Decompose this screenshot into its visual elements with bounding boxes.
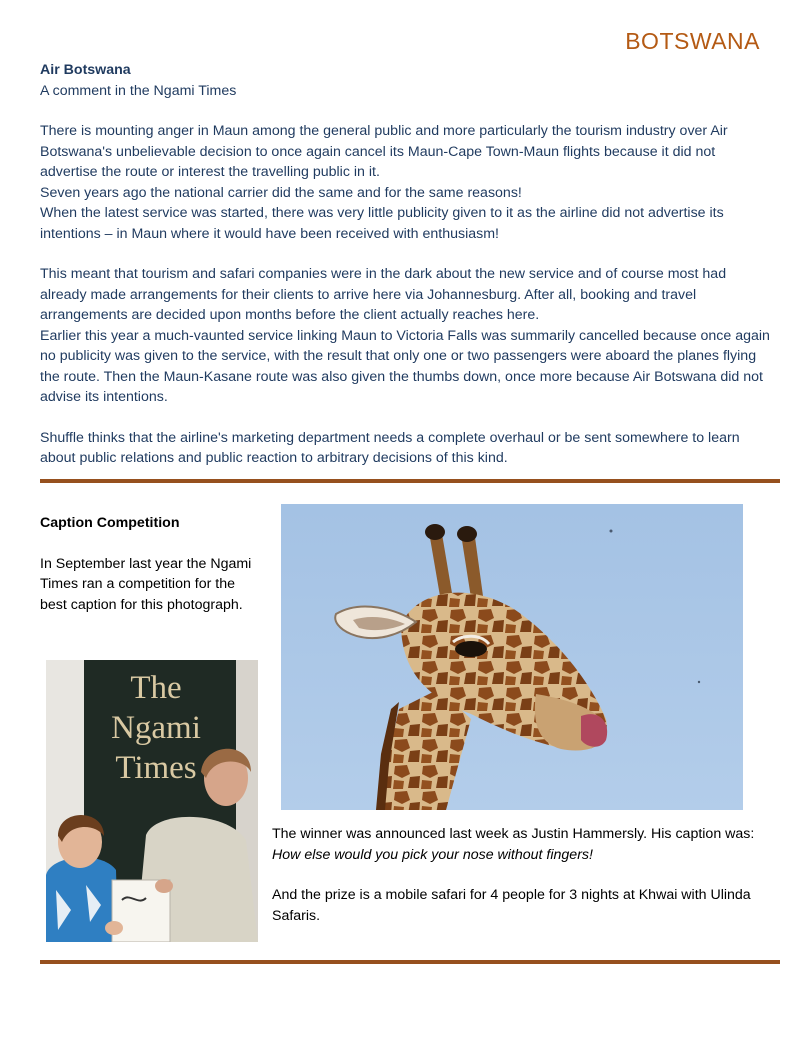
caption-heading: Caption Competition <box>40 515 180 531</box>
article-paragraph: This meant that tourism and safari companies were in the dark about the new service and of course most had already made arrangements for their clients to arrive here via Johannesburg. After all, booking and travel arrangements are decided upon months before the client actually reaches here. <box>40 266 727 323</box>
sign-text: Ngami <box>111 710 201 746</box>
competition-result <box>272 824 772 926</box>
sign-text: The <box>130 670 182 706</box>
caption-intro-text: In September last year the Ngami Times ran a competition for the best caption for this photograph. <box>40 555 252 613</box>
sign-text: Times <box>115 750 197 786</box>
article-paragraph: Earlier this year a much-vaunted service linking Maun to Victoria Falls was summarily cancelled because once again no publicity was given to the service, with the result that only one or two passengers were aboard the planes flying the route. Then the Maun-Kasane route was also given the thumbs down, once more because Air Botswana did not advise its intentions. <box>40 327 770 405</box>
air-botswana-article <box>40 60 770 469</box>
section-divider <box>40 479 780 483</box>
article-paragraph: When the latest service was started, there was very little publicity given to it as the airline did not advertise its intentions – in Maun where it would have been received with enthusiasm! <box>40 205 724 242</box>
article-subheading: A comment in the Ngami Times <box>40 82 237 99</box>
giraffe-photo <box>281 504 743 810</box>
article-paragraph: Shuffle thinks that the airline's marketing department needs a complete overhaul or be sent somewhere to learn about public relations and public reaction to arbitrary decisions of this kind. <box>40 429 740 466</box>
caption-competition-intro <box>40 513 265 615</box>
article-heading: Air Botswana <box>40 62 131 78</box>
winner-text: The winner was announced last week as Justin Hammersly. His caption was: <box>272 826 755 842</box>
winning-caption: How else would you pick your nose without fingers! <box>272 846 593 863</box>
winner-announcement <box>272 824 772 865</box>
winner-photo <box>46 660 258 942</box>
article-paragraph: Seven years ago the national carrier did the same and for the same reasons! <box>40 184 522 201</box>
prize-text: And the prize is a mobile safari for 4 people for 3 nights at Khwai with Ulinda Safaris. <box>272 887 751 924</box>
page-section-title: BOTSWANA <box>625 28 760 54</box>
article-paragraph: There is mounting anger in Maun among the general public and more particularly the tourism industry over Air Botswana's unbelievable decision to once again cancel its Maun-Cape Town-Maun flights because it did not advertise the route or interest the travelling public in it. <box>40 123 728 180</box>
section-divider <box>40 960 780 964</box>
